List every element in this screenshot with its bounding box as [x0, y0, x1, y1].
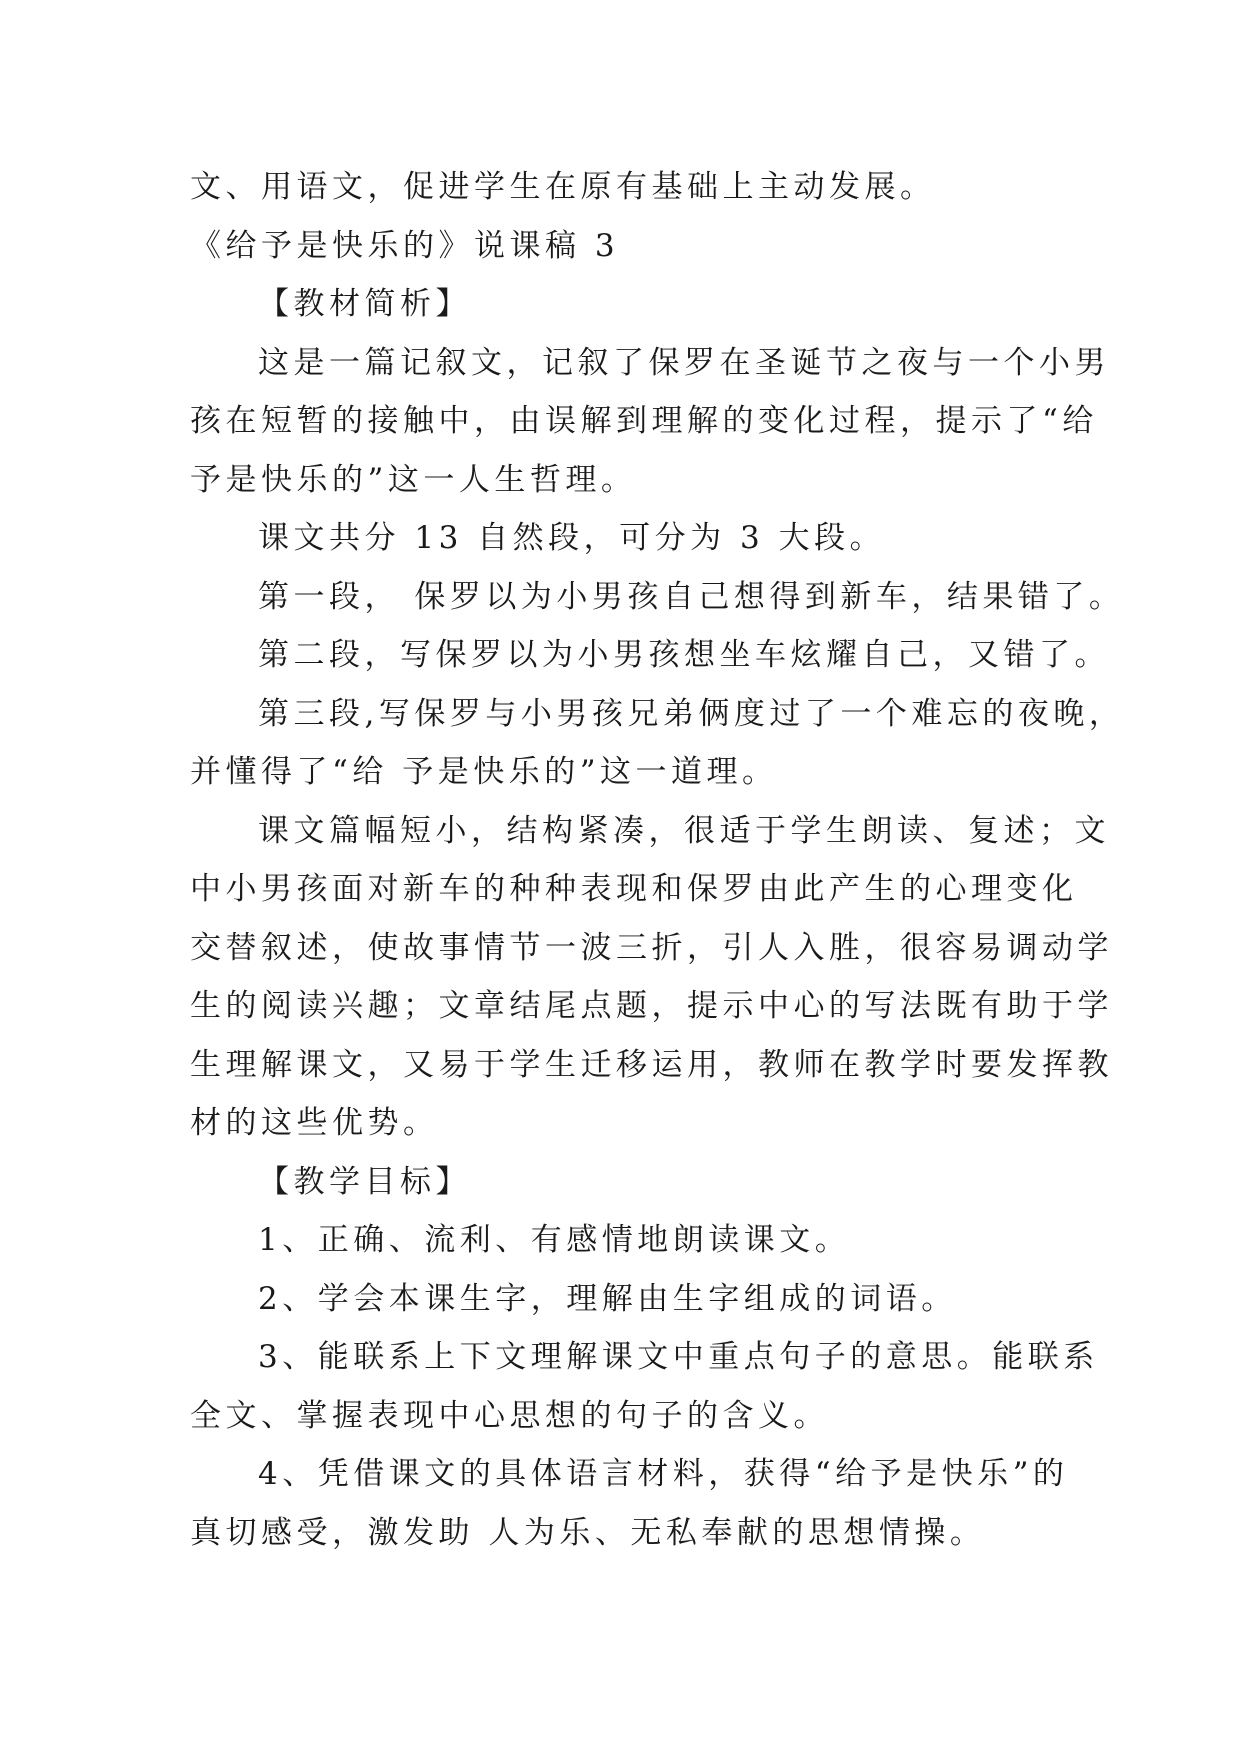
text-line-9: 第二段，写保罗以为小男孩想坐车炫耀自己，又错了。 — [258, 637, 1110, 673]
objective-item-2: 2、学会本课生字，理解由生字组成的词语。 — [258, 1280, 957, 1317]
text-line-7: 课文共分 13 自然段，可分为 3 大段。 — [258, 520, 886, 556]
text-line-11: 并懂得了“给 予是快乐的”这一道理。 — [190, 754, 778, 790]
objective-item-1: 1、正确、流利、有感情地朗读课文。 — [258, 1222, 851, 1258]
text-line-14: 交替叙述，使故事情节一波三折，引人入胜，很容易调动学 — [190, 929, 1113, 966]
text-line-13: 中小男孩面对新车的种种表现和保罗由此产生的心理变化 — [190, 871, 1078, 907]
text-line-15: 生的阅读兴趣；文章结尾点题，提示中心的写法既有助于学 — [190, 988, 1113, 1024]
text-line-8: 第一段， 保罗以为小男孩自己想得到新车，结果错了。 — [258, 578, 1125, 615]
text-line-12: 课文篇幅短小，结构紧凑，很适于学生朗读、复述；文 — [258, 812, 1110, 849]
text-line-16: 生理解课文，又易于学生迁移运用，教师在教学时要发挥教 — [190, 1046, 1113, 1083]
section-title: 《给予是快乐的》说课稿 3 — [190, 227, 620, 264]
objective-item-4-cont: 真切感受，激发助 人为乐、无私奉献的思想情操。 — [190, 1514, 986, 1551]
text-line-1: 文、用语文，促进学生在原有基础上主动发展。 — [190, 169, 936, 205]
text-line-17: 材的这些优势。 — [190, 1105, 439, 1141]
heading-textbook-analysis: 【教材简析】 — [258, 286, 471, 322]
heading-teaching-objectives: 【教学目标】 — [258, 1163, 471, 1200]
text-line-4: 这是一篇记叙文，记叙了保罗在圣诞节之夜与一个小男 — [258, 344, 1110, 381]
document-body — [190, 158, 1125, 1562]
objective-item-3-cont: 全文、掌握表现中心思想的句子的含义。 — [190, 1397, 829, 1434]
text-line-10: 第三段,写保罗与小男孩兄弟俩度过了一个难忘的夜晚， — [258, 695, 1125, 732]
objective-item-3: 3、能联系上下文理解课文中重点句子的意思。能联系 — [258, 1339, 1099, 1375]
objective-item-4: 4、凭借课文的具体语言材料，获得“给予是快乐”的 — [258, 1456, 1069, 1492]
text-line-5: 孩在短暂的接触中，由误解到理解的变化过程，提示了“给 — [190, 403, 1098, 439]
text-line-6: 予是快乐的”这一人生哲理。 — [190, 461, 637, 498]
